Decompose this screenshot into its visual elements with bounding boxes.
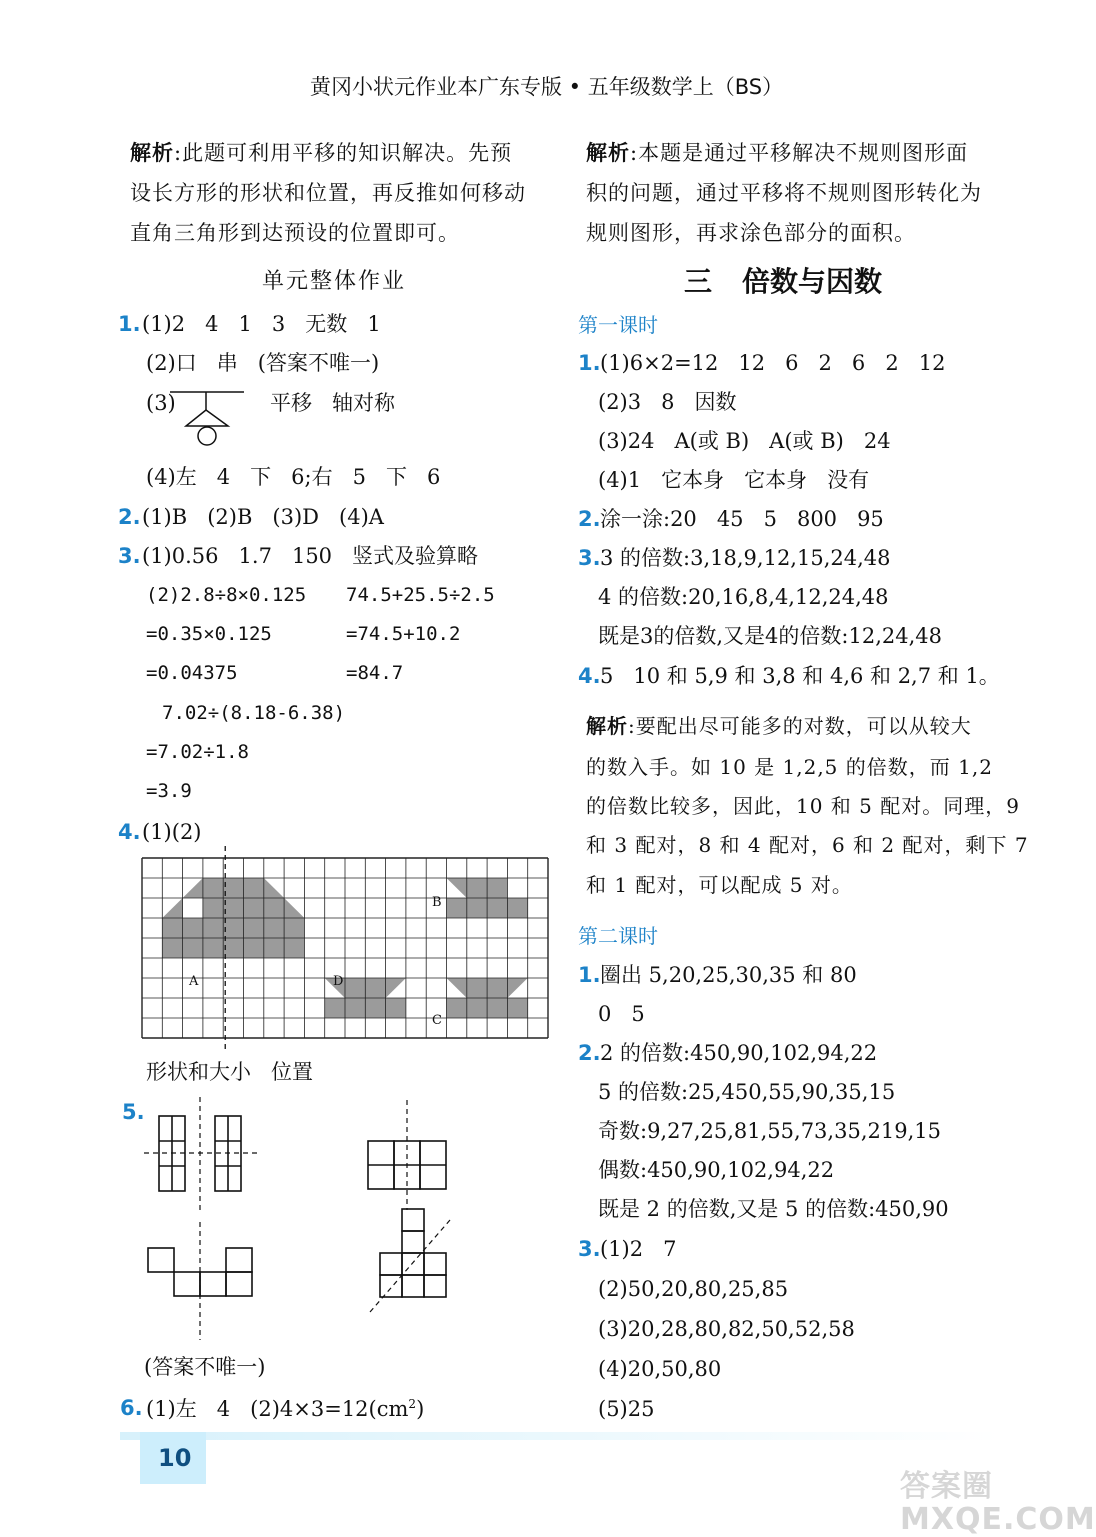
q3-calc-c1: 7.02÷(8.18-6.38)	[162, 702, 346, 724]
q3-calc-a1: (2)2.8÷8×0.125	[146, 584, 307, 606]
shape-d-cell	[365, 978, 385, 998]
chapter-number: 三	[684, 265, 713, 298]
shape-c-slant	[447, 978, 467, 998]
shape-a-cell	[284, 938, 304, 958]
shape-c-cell	[487, 998, 507, 1018]
shape-a-cell	[223, 878, 243, 898]
symmetry-figures	[140, 1095, 470, 1340]
shape-a-slant	[162, 898, 182, 918]
q3-part1: (1)0.56 1.7 150 竖式及验算略	[142, 544, 479, 568]
page-number: 10	[158, 1444, 192, 1472]
shape-a-slant	[183, 878, 203, 898]
l1-q1-part3: (3)24 A(或 B) A(或 B) 24	[598, 429, 891, 453]
l2-q2-line3: 奇数:9,27,25,81,55,73,35,219,15	[598, 1119, 941, 1143]
shape-a-cell	[244, 918, 264, 938]
shape-d-cell	[325, 998, 345, 1018]
shape-b-cell	[507, 898, 527, 918]
analysis2-line-4: 和 3 配对，8 和 4 配对，6 和 2 配对，剩下 7	[586, 833, 1029, 857]
shape-a-slant	[264, 878, 284, 898]
l1-q1-part4: (4)1 它本身 它本身 没有	[598, 468, 870, 492]
q3-calc-b3: =84.7	[346, 662, 404, 684]
shape-a-cell	[183, 938, 203, 958]
analysis2-line-3: 的倍数比较多，因此，10 和 5 配对。同理，9	[586, 794, 1020, 818]
q4-number: 4.	[118, 820, 141, 844]
page-number-tab	[140, 1432, 206, 1484]
q3-calc-a3: =0.04375	[146, 662, 238, 684]
l2-q3-part5: (5)25	[598, 1397, 655, 1421]
q1-part4: (4)左 4 下 6;右 5 下 6	[146, 465, 441, 489]
shape-a-cell	[203, 938, 223, 958]
analysis-label: 解析	[130, 140, 174, 165]
q1-number: 1.	[118, 312, 141, 336]
shape-c-slant	[507, 978, 527, 998]
q1-part3-label: (3)	[146, 391, 176, 415]
q6-number: 6.	[120, 1396, 143, 1420]
shape-a-cell	[244, 898, 264, 918]
shape-c-cell	[487, 978, 507, 998]
l2-q3-part4: (4)20,50,80	[598, 1357, 722, 1381]
shape-a-cell	[162, 938, 182, 958]
lamp-figure	[170, 388, 250, 450]
l2-q2-line1: 2 的倍数:450,90,102,94,22	[600, 1041, 878, 1065]
l1-q4-answer: 5 10 和 5,9 和 3,8 和 4,6 和 2,7 和 1。	[600, 664, 1000, 688]
shape-a-cell	[284, 918, 304, 938]
l1-q1-number: 1.	[578, 351, 601, 375]
q1-part2: (2)口 串 (答案不唯一)	[146, 351, 380, 375]
l1-q3-line3: 既是3的倍数,又是4的倍数:12,24,48	[598, 624, 942, 648]
q3-calc-a2: =0.35×0.125	[146, 623, 272, 645]
footer-band	[120, 1432, 1000, 1440]
grid-label-c: C	[432, 1013, 442, 1028]
q2-number: 2.	[118, 505, 141, 529]
l2-q2-line4: 偶数:450,90,102,94,22	[598, 1158, 835, 1182]
grid-label-a: A	[189, 974, 199, 989]
l1-q3-line1: 3 的倍数:3,18,9,12,15,24,48	[600, 546, 891, 570]
watermark: 答案圈 MXQE.COM	[900, 1469, 1096, 1537]
q5-number: 5.	[122, 1100, 145, 1124]
translation-grid	[142, 858, 548, 1038]
shape-c-cell	[447, 998, 467, 1018]
q5-note: (答案不唯一)	[144, 1355, 266, 1379]
lesson-2-heading: 第二课时	[578, 924, 658, 948]
l2-q2-line2: 5 的倍数:25,450,55,90,35,15	[598, 1080, 896, 1104]
shape-a-cell	[244, 878, 264, 898]
l2-q2-number: 2.	[578, 1041, 601, 1065]
shape-a-cell	[244, 938, 264, 958]
shape-d-slant	[386, 978, 406, 998]
shape-a-cell	[223, 918, 243, 938]
shape-b-cell	[447, 898, 467, 918]
analysis2-line-1: :要配出尽可能多的对数，可以从较大	[628, 714, 972, 738]
chapter-title: 倍数与因数	[742, 265, 883, 298]
analysis-line-3: 直角三角形到达预设的位置即可。	[130, 221, 460, 245]
shape-b-cell	[467, 878, 487, 898]
q3-number: 3.	[118, 544, 141, 568]
shape-d-cell	[365, 998, 385, 1018]
l2-q1-line2: 0 5	[598, 1002, 645, 1026]
l2-q2-line5: 既是 2 的倍数,又是 5 的倍数:450,90	[598, 1197, 949, 1221]
q2-answer: (1)B (2)B (3)D (4)A	[142, 505, 384, 529]
shape-d-cell	[345, 978, 365, 998]
q3-calc-b2: =74.5+10.2	[346, 623, 461, 645]
shape-a-cell	[264, 898, 284, 918]
shape-a-slant	[284, 898, 304, 918]
q6-answer: (1)左 4 $(2)4\times 3=12(cm^2)$	[146, 1397, 425, 1421]
analysis2-line-5: 和 1 配对，可以配成 5 对。	[586, 873, 853, 897]
l2-q1-line1: 圈出 5,20,25,30,35 和 80	[600, 963, 857, 987]
shape-a-cell	[203, 918, 223, 938]
shape-a-cell	[183, 918, 203, 938]
running-header: 黄冈小状元作业本广东专版 • 五年级数学上（BS）	[310, 75, 784, 99]
grid-label-d: D	[333, 974, 344, 989]
grid-label-b: B	[432, 895, 442, 910]
q4-answer: 形状和大小 位置	[146, 1060, 314, 1084]
analysis-line-1: :此题可利用平移的知识解决。先预	[174, 141, 513, 165]
shape-a-cell	[203, 898, 223, 918]
l2-q1-number: 1.	[578, 963, 601, 987]
q4-label: (1)(2)	[142, 820, 202, 844]
q3-calc-c3: =3.9	[146, 780, 192, 802]
shape-c-cell	[507, 998, 527, 1018]
analysis-line-3: 规则图形，再求涂色部分的面积。	[586, 221, 916, 245]
l2-q3-part2: (2)50,20,80,25,85	[598, 1277, 789, 1301]
l2-q3-number: 3.	[578, 1237, 601, 1261]
shape-a-cell	[223, 898, 243, 918]
l1-q3-line2: 4 的倍数:20,16,8,4,12,24,48	[598, 585, 889, 609]
analysis-line-1: :本题是通过平移解决不规则图形面	[630, 141, 969, 165]
analysis-line-2: 设长方形的形状和位置，再反推如何移动	[130, 181, 526, 205]
l2-q3-part3: (3)20,28,80,82,50,52,58	[598, 1317, 855, 1341]
shape-d-cell	[345, 998, 365, 1018]
analysis-line-2: 积的问题，通过平移将不规则图形转化为	[586, 181, 982, 205]
q3-calc-b1: 74.5+25.5÷2.5	[346, 584, 495, 606]
shape-a-cell	[223, 938, 243, 958]
l1-q2-number: 2.	[578, 507, 601, 531]
l1-q1-part1: (1)6×2=12 12 6 2 6 2 12	[600, 351, 946, 375]
l2-q3-part1: (1)2 7	[600, 1237, 677, 1261]
shape-b-slant	[447, 878, 467, 898]
l1-q4-number: 4.	[578, 664, 601, 688]
shape-a-cell	[203, 878, 223, 898]
l1-q1-part2: (2)3 8 因数	[598, 390, 737, 414]
unit-title: 单元整体作业	[262, 269, 407, 294]
shape-d-cell	[386, 998, 406, 1018]
l1-q3-number: 3.	[578, 546, 601, 570]
shape-a-cell	[264, 918, 284, 938]
analysis-label: 解析	[586, 714, 628, 738]
lesson-1-heading: 第一课时	[578, 313, 658, 337]
shape-c-cell	[467, 998, 487, 1018]
l1-q2-answer: 涂一涂:20 45 5 800 95	[600, 507, 884, 531]
shape-a-cell	[264, 938, 284, 958]
analysis-label: 解析	[586, 140, 630, 165]
shape-b-cell	[487, 898, 507, 918]
q1-part1: (1)2 4 1 3 无数 1	[142, 312, 381, 336]
shape-c-cell	[467, 978, 487, 998]
shape-a-cell	[162, 918, 182, 938]
shape-b-cell	[467, 898, 487, 918]
q1-part3-answer: 平移 轴对称	[270, 391, 396, 415]
analysis2-line-2: 的数入手。如 10 是 1,2,5 的倍数，而 1,2	[586, 755, 993, 779]
q3-calc-c2: =7.02÷1.8	[146, 741, 249, 763]
